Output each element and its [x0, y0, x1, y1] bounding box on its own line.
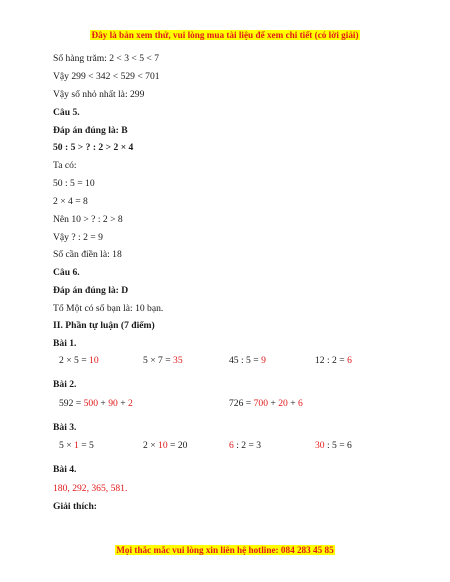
bai3-item: 30 : 5 = 6	[315, 440, 352, 451]
exercise-heading: Bài 2.	[53, 379, 77, 390]
preview-banner	[0, 30, 450, 41]
bai3-item: 5 × 1 = 5	[59, 440, 94, 451]
text-line: Số cần điền là: 18	[53, 249, 122, 260]
question-heading: Câu 5.	[53, 107, 80, 118]
bai3-item: 2 × 10 = 20	[143, 440, 188, 451]
text-line: Ta có:	[53, 160, 77, 171]
exercise-heading: Bài 4.	[53, 464, 77, 475]
problem-statement: 50 : 5 > ? : 2 > 2 × 4	[53, 142, 134, 153]
hotline-banner-text: Mọi thắc mắc vui lòng xin liên hệ hotline: 084 283 45 85	[116, 545, 334, 555]
answer-sequence: 180, 292, 365, 581.	[53, 483, 128, 494]
exercise-heading: Bài 1.	[53, 338, 77, 349]
bai2-item: 592 = 500 + 90 + 2	[59, 398, 133, 409]
bai2-item: 726 = 700 + 20 + 6	[229, 398, 303, 409]
text-line: Nên 10 > ? : 2 > 8	[53, 214, 123, 225]
answer-line: Đáp án đúng là: D	[53, 285, 129, 296]
section-heading: II. Phần tự luận (7 điểm)	[53, 320, 155, 331]
preview-banner-text: Đây là bản xem thử, vui lòng mua tài liệu để xem chi tiết (có lời giải)	[91, 30, 359, 40]
text-line: Tổ Một có số bạn là: 10 bạn.	[53, 303, 164, 314]
bai1-item: 12 : 2 = 6	[315, 355, 352, 366]
bai1-item: 2 × 5 = 10	[59, 355, 99, 366]
bai1-item: 5 × 7 = 35	[143, 355, 183, 366]
text-line: Vậy 299 < 342 < 529 < 701	[53, 71, 160, 82]
bai3-item: 6 : 2 = 3	[229, 440, 262, 451]
text-line: Số hàng trăm: 2 < 3 < 5 < 7	[53, 53, 160, 64]
exercise-heading: Bài 3.	[53, 422, 77, 433]
question-heading: Câu 6.	[53, 267, 80, 278]
answer-line: Đáp án đúng là: B	[53, 125, 128, 136]
text-line: Vậy ? : 2 = 9	[53, 232, 103, 243]
text-line: 50 : 5 = 10	[53, 178, 95, 189]
bai1-item: 45 : 5 = 9	[229, 355, 266, 366]
explanation-heading: Giải thích:	[53, 501, 97, 512]
text-line: Vậy số nhỏ nhất là: 299	[53, 89, 145, 100]
hotline-banner	[0, 545, 450, 556]
text-line: 2 × 4 = 8	[53, 196, 88, 207]
